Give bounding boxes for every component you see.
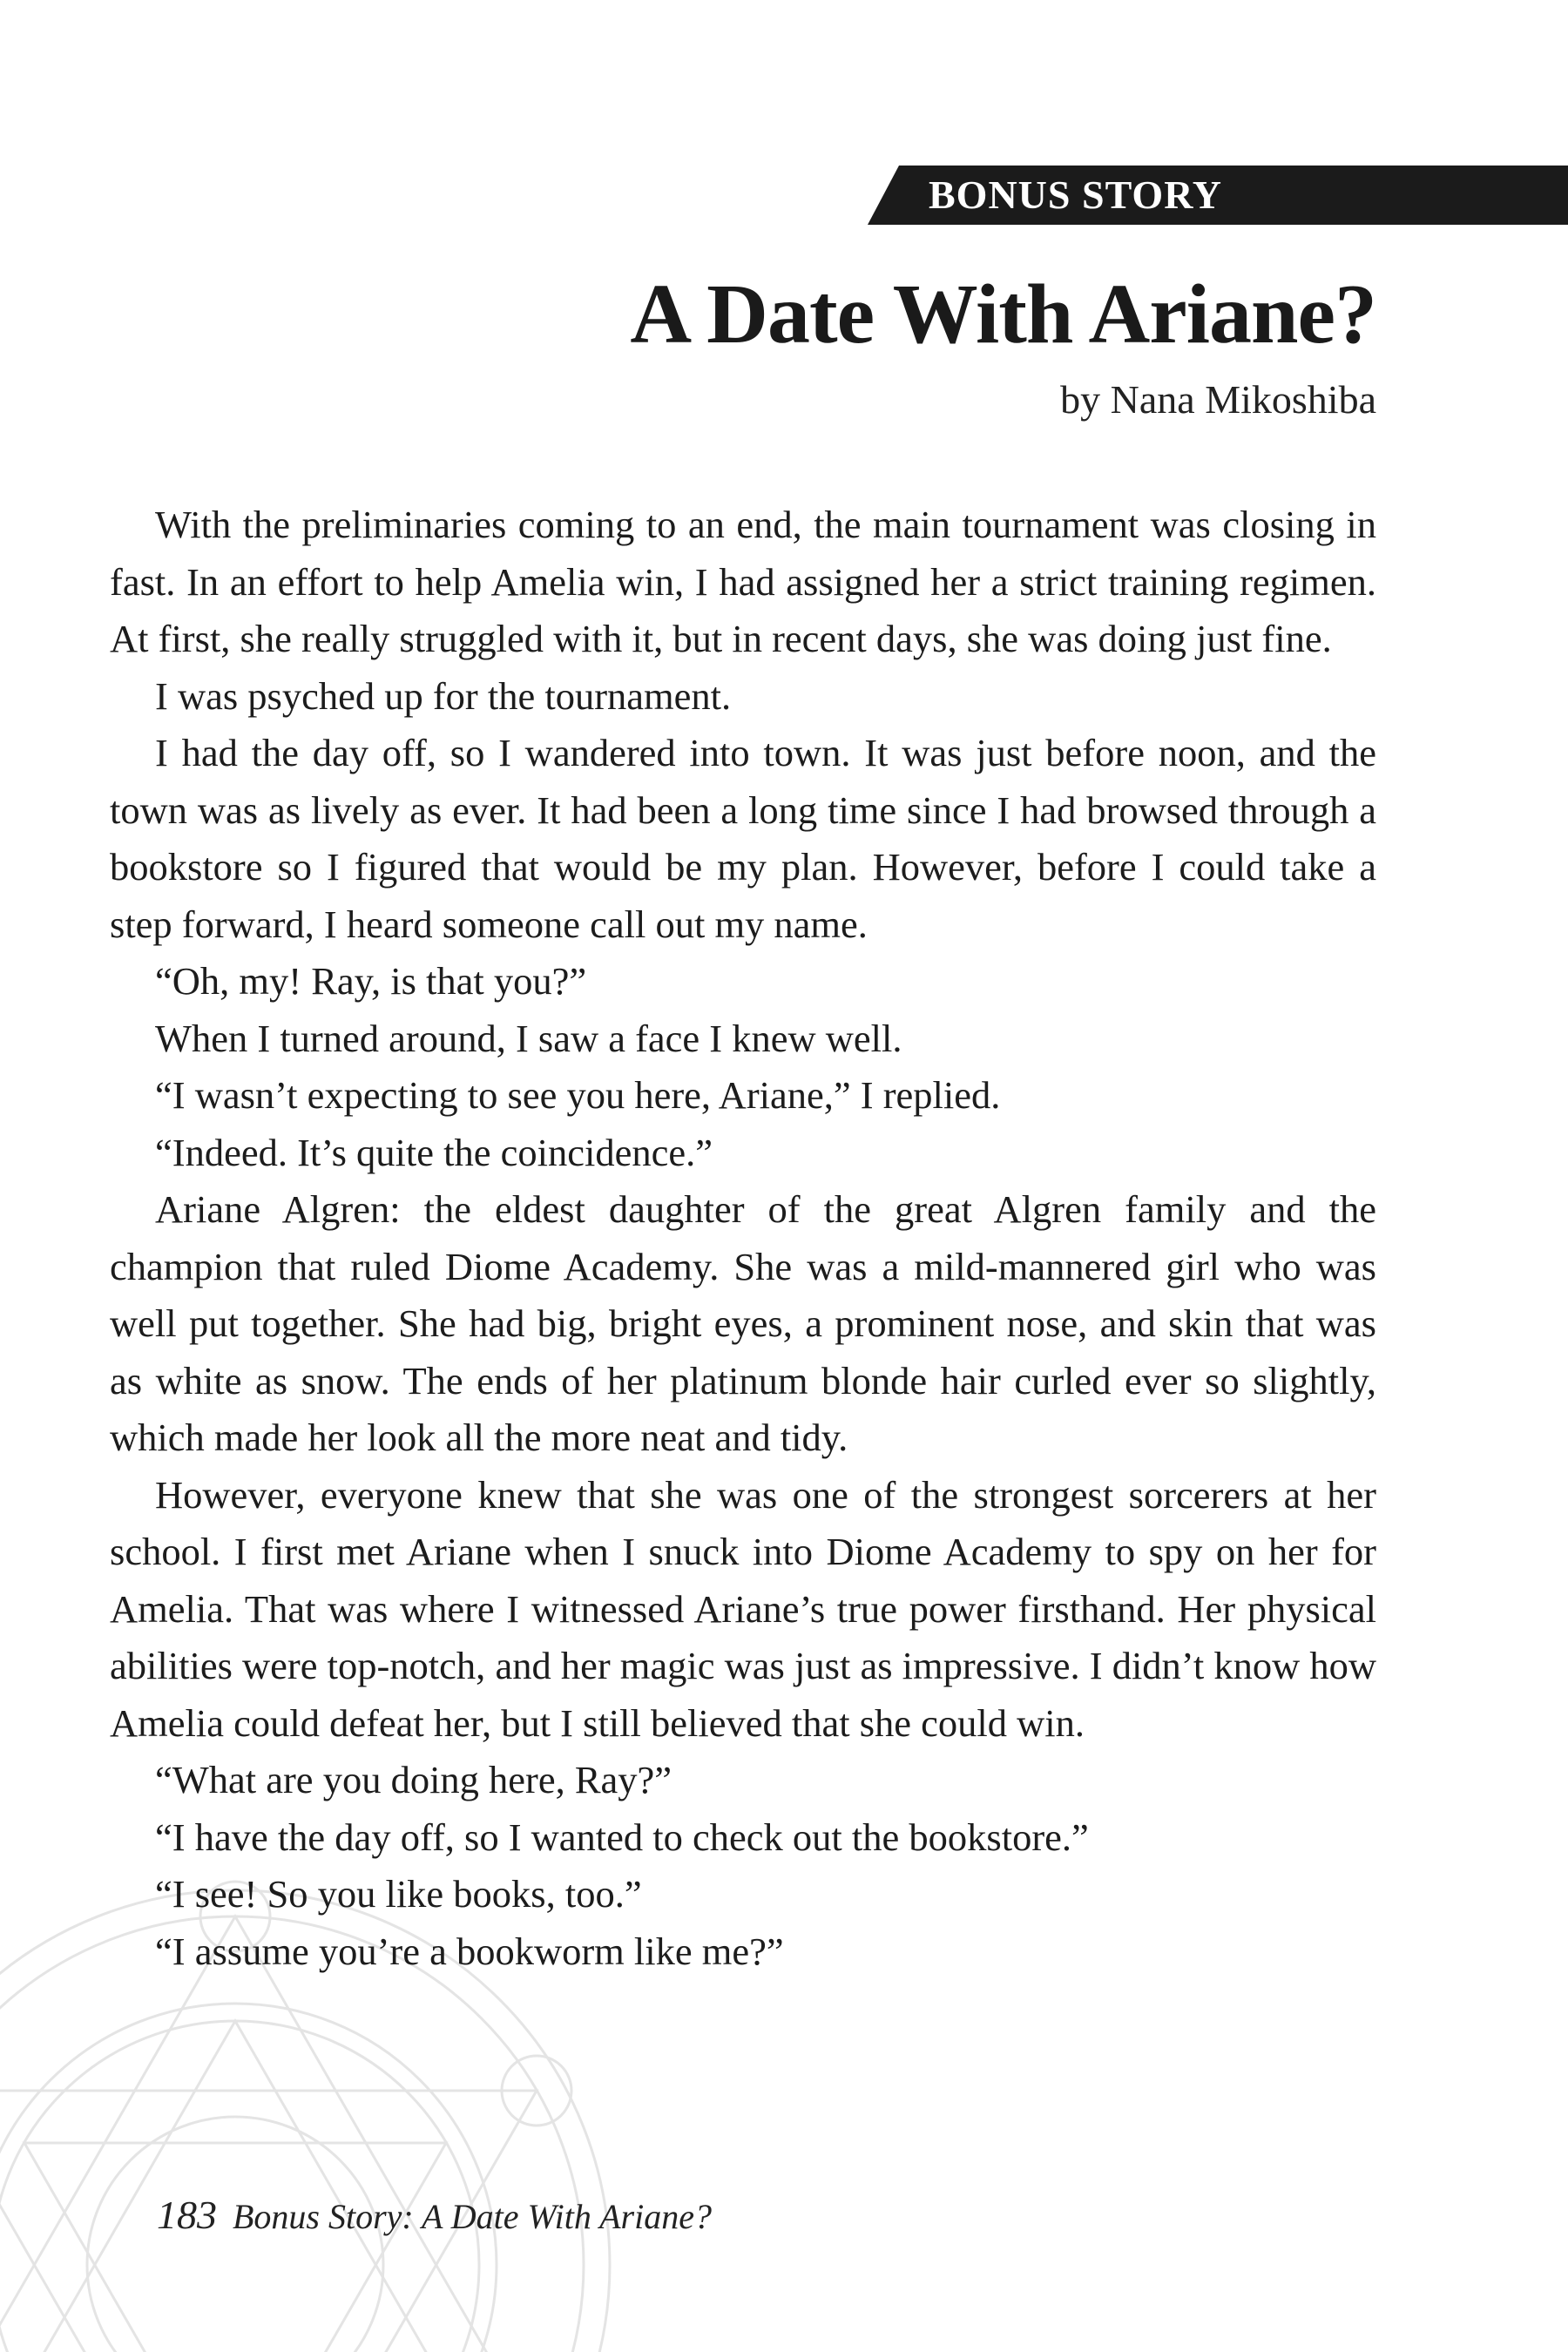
paragraph: “I assume you’re a bookworm like me?”: [155, 1929, 784, 1973]
story-byline: by Nana Mikoshiba: [1060, 377, 1376, 422]
page-number: 183: [157, 2193, 217, 2237]
paragraph: “I see! So you like books, too.”: [155, 1872, 642, 1916]
paragraph: “I have the day off, so I wanted to check out the bookstore.”: [155, 1815, 1089, 1859]
paragraph: “I wasn’t expecting to see you here, Ariane,” I replied.: [155, 1073, 1001, 1117]
page-footer: [157, 2192, 712, 2238]
running-title: Bonus Story: A Date With Ariane?: [233, 2197, 712, 2236]
paragraph: However, everyone knew that she was one of the strongest sorcerers at her school. I first met Ariane when I snuck into Diome Academy to spy on her for Amelia. That was where I witnessed Ariane’s true power firsthand. Her physical abilities were top-notch, and her magic was just as impressive. I didn’t know how Amelia could defeat her, but I still believed that she could win.: [110, 1472, 1376, 1745]
paragraph: With the preliminaries coming to an end, the main tournament was closing in fast. In an effort to help Amelia win, I had assigned her a strict training regimen. At first, she really struggled with it, but in recent days, she was doing just fine.: [110, 503, 1376, 660]
paragraph: I was psyched up for the tournament.: [155, 673, 732, 718]
paragraph: “Oh, my! Ray, is that you?”: [155, 959, 587, 1003]
story-body: [110, 497, 1376, 1980]
paragraph: When I turned around, I saw a face I knew well.: [155, 1016, 902, 1060]
paragraph: Ariane Algren: the eldest daughter of the great Algren family and the champion that ruled Diome Academy. She was a mild-mannered girl who was well put together. She had big, bright eyes, a prominent nose, and skin that was as white as snow. The ends of her platinum blonde hair curled ever so slightly, which made her look all the more neat and tidy.: [110, 1187, 1376, 1459]
section-banner-label: BONUS STORY: [929, 172, 1223, 217]
paragraph: “Indeed. It’s quite the coincidence.”: [155, 1130, 713, 1174]
paragraph: I had the day off, so I wandered into town. It was just before noon, and the town was as lively as ever. It had been a long time since I had browsed through a bookstore so I figured that would be my plan. However, before I could take a step forward, I heard someone call out my name.: [110, 731, 1376, 946]
story-title: A Date With Ariane?: [630, 267, 1376, 362]
paragraph: “What are you doing here, Ray?”: [155, 1758, 672, 1801]
